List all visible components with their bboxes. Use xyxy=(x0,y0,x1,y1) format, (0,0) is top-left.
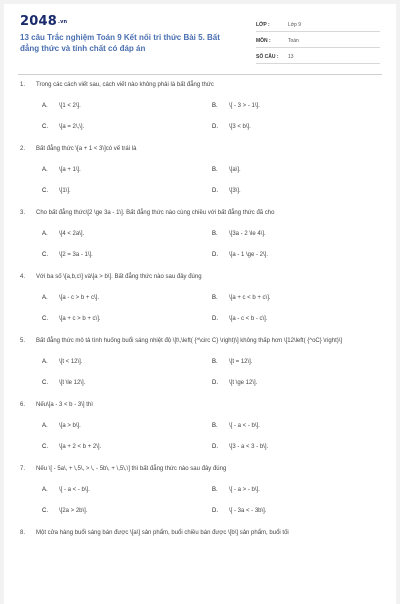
header-divider xyxy=(18,74,382,75)
answer-option[interactable] xyxy=(212,421,382,430)
option-text: \[4 < 2a\]. xyxy=(59,230,85,237)
question-number: 2. xyxy=(20,146,26,152)
option-key: B. xyxy=(212,486,218,493)
meta-label: MÔN : xyxy=(256,37,271,44)
answer-options xyxy=(42,165,382,195)
option-key: D. xyxy=(212,315,218,322)
option-text: \[a - c < b - c\]. xyxy=(229,315,268,322)
answer-option[interactable] xyxy=(212,506,382,515)
option-text: \[t < 12\]. xyxy=(59,358,83,365)
option-key: A. xyxy=(42,486,48,493)
option-text: \[3a - 2 \le 4\]. xyxy=(229,230,266,237)
answer-option[interactable] xyxy=(42,165,212,174)
option-key: B. xyxy=(212,422,218,429)
question-number: 8. xyxy=(20,530,26,536)
answer-options xyxy=(42,101,382,131)
answer-options xyxy=(42,421,382,451)
option-key: C. xyxy=(42,187,48,194)
answer-option[interactable] xyxy=(42,314,212,323)
answer-option[interactable] xyxy=(212,442,382,451)
question-number: 3. xyxy=(20,210,26,216)
answer-option[interactable] xyxy=(42,442,212,451)
option-key: B. xyxy=(212,358,218,365)
option-key: D. xyxy=(212,443,218,450)
document-page xyxy=(4,4,396,604)
document-meta xyxy=(256,18,380,64)
option-key: C. xyxy=(42,315,48,322)
option-key: D. xyxy=(212,187,218,194)
answer-option[interactable] xyxy=(42,357,212,366)
option-text: \[1 < 2\]. xyxy=(59,102,81,109)
meta-value: Toán xyxy=(288,37,299,44)
question-number: 1. xyxy=(20,82,26,88)
option-text: \[ - a > - b\]. xyxy=(229,486,260,493)
option-text: \[1\]. xyxy=(59,187,71,194)
option-key: B. xyxy=(212,294,218,301)
option-text: \[3\]. xyxy=(229,187,241,194)
option-text: \[a - 1 \ge - 2\]. xyxy=(229,251,269,258)
option-text: \[ - 3 > - 1\]. xyxy=(229,102,260,109)
option-text: \[ - a < - b\]. xyxy=(59,486,90,493)
answer-options xyxy=(42,229,382,259)
option-text: \[3 < b\]. xyxy=(229,123,251,130)
question-text: Nếu \[ - 5a\, + \,5\, > \, - 5b\, + \,5\,\] thì bất đẳng thức nào sau đây đúng xyxy=(36,466,227,472)
question-item xyxy=(20,464,382,515)
answer-option[interactable] xyxy=(42,122,212,131)
answer-option[interactable] xyxy=(42,186,212,195)
question-item xyxy=(20,144,382,195)
question-text: Bất đẳng thức \[a + 1 < 3\]có vế trái là xyxy=(36,146,137,152)
question-stem xyxy=(20,144,382,155)
question-stem xyxy=(20,528,382,539)
option-text: \[a > b\]. xyxy=(59,422,81,429)
answer-option[interactable] xyxy=(212,485,382,494)
question-stem xyxy=(20,464,382,475)
document-header xyxy=(4,4,396,66)
option-key: B. xyxy=(212,102,218,109)
answer-option[interactable] xyxy=(212,186,382,195)
option-text: \[2a > 2b\]. xyxy=(59,507,88,514)
answer-options xyxy=(42,357,382,387)
answer-option[interactable] xyxy=(42,378,212,387)
answer-option[interactable] xyxy=(212,293,382,302)
answer-option[interactable] xyxy=(212,378,382,387)
option-key: C. xyxy=(42,123,48,130)
question-text: Bất đẳng thức mô tả tình huống buổi sáng nhiệt độ \[t\,\left( {^\circ C} \right)\] không thấp hơn \[12\left( {^oC} \right)\] xyxy=(36,338,343,344)
option-key: A. xyxy=(42,358,48,365)
answer-option[interactable] xyxy=(42,506,212,515)
answer-option[interactable] xyxy=(212,165,382,174)
option-text: \[t \ge 12\]. xyxy=(229,379,258,386)
answer-option[interactable] xyxy=(212,314,382,323)
answer-options xyxy=(42,293,382,323)
option-text: \[t = 12\]. xyxy=(229,358,253,365)
answer-option[interactable] xyxy=(42,485,212,494)
question-stem xyxy=(20,208,382,219)
meta-row-count xyxy=(256,50,380,64)
option-key: C. xyxy=(42,507,48,514)
question-text: Với ba số \[a,b,c\] và\[a > b\]. Bất đẳng thức nào sau đây đúng xyxy=(36,274,202,280)
question-item xyxy=(20,272,382,323)
option-text: \[a\]. xyxy=(229,166,241,173)
answer-option[interactable] xyxy=(42,229,212,238)
answer-option[interactable] xyxy=(42,293,212,302)
option-key: B. xyxy=(212,166,218,173)
question-stem xyxy=(20,80,382,91)
option-key: D. xyxy=(212,507,218,514)
meta-label: LỚP : xyxy=(256,21,270,28)
question-text: Một cửa hàng buổi sáng bán được \[a\] sản phẩm, buổi chiều bán được \[b\] sản phẩm, buổi tối xyxy=(36,530,289,536)
answer-option[interactable] xyxy=(212,122,382,131)
meta-row-class xyxy=(256,18,380,32)
question-stem xyxy=(20,272,382,283)
option-text: \[t \le 12\]. xyxy=(59,379,86,386)
option-text: \[a = 2\,\]. xyxy=(59,123,85,130)
option-text: \[a + 2 < b + 2\]. xyxy=(59,443,102,450)
option-key: C. xyxy=(42,379,48,386)
question-text: Trong các cách viết sau, cách viết nào không phải là bất đẳng thức xyxy=(36,82,214,88)
question-text: Nếu\[a - 3 < b - 3\] thì xyxy=(36,402,93,408)
option-key: B. xyxy=(212,230,218,237)
answer-option[interactable] xyxy=(42,250,212,259)
option-key: C. xyxy=(42,443,48,450)
option-key: D. xyxy=(212,123,218,130)
option-key: A. xyxy=(42,422,48,429)
option-key: D. xyxy=(212,379,218,386)
option-text: \[a - c > b + c\]. xyxy=(59,294,100,301)
answer-option[interactable] xyxy=(212,101,382,110)
site-logo[interactable]: $2048^{.vn}$ xyxy=(20,14,68,29)
question-stem xyxy=(20,400,382,411)
answer-option[interactable] xyxy=(42,421,212,430)
question-number: 4. xyxy=(20,274,26,280)
question-list xyxy=(20,80,382,552)
answer-option[interactable] xyxy=(212,229,382,238)
option-key: D. xyxy=(212,251,218,258)
option-text: \[a + c < b + c\]. xyxy=(229,294,271,301)
answer-option[interactable] xyxy=(212,357,382,366)
option-key: A. xyxy=(42,166,48,173)
answer-option[interactable] xyxy=(42,101,212,110)
option-text: \[2 = 3a - 1\]. xyxy=(59,251,93,258)
question-number: 6. xyxy=(20,402,26,408)
option-key: C. xyxy=(42,251,48,258)
option-text: \[a + 1\]. xyxy=(59,166,81,173)
meta-value: 13 xyxy=(288,53,294,60)
option-text: \[ - a < - b\]. xyxy=(229,422,260,429)
option-key: A. xyxy=(42,102,48,109)
option-text: \[ - 3a < - 3b\]. xyxy=(229,507,267,514)
answer-options xyxy=(42,485,382,515)
question-item xyxy=(20,400,382,451)
option-key: A. xyxy=(42,294,48,301)
meta-value: Lớp 9 xyxy=(288,21,302,28)
question-item xyxy=(20,80,382,131)
meta-label: SỐ CÂU : xyxy=(256,53,279,60)
question-item xyxy=(20,528,382,539)
question-item xyxy=(20,336,382,387)
option-text: \[3 - a < 3 - b\]. xyxy=(229,443,269,450)
question-number: 5. xyxy=(20,338,26,344)
option-text: \[a + c > b + c\]. xyxy=(59,315,101,322)
option-key: A. xyxy=(42,230,48,237)
answer-option[interactable] xyxy=(212,250,382,259)
question-item xyxy=(20,208,382,259)
question-text: Cho bất đẳng thức\[2 \ge 3a - 1\]. Bất đẳng thức nào cùng chiều với bất đẳng thức đã cho xyxy=(36,210,275,216)
question-stem xyxy=(20,336,382,347)
question-number: 7. xyxy=(20,466,26,472)
document-title: 13 câu Trắc nghiệm Toán 9 Kết nối tri thức Bài 5. Bất đẳng thức và tính chất có đáp án xyxy=(20,33,220,53)
meta-row-subject xyxy=(256,34,380,48)
